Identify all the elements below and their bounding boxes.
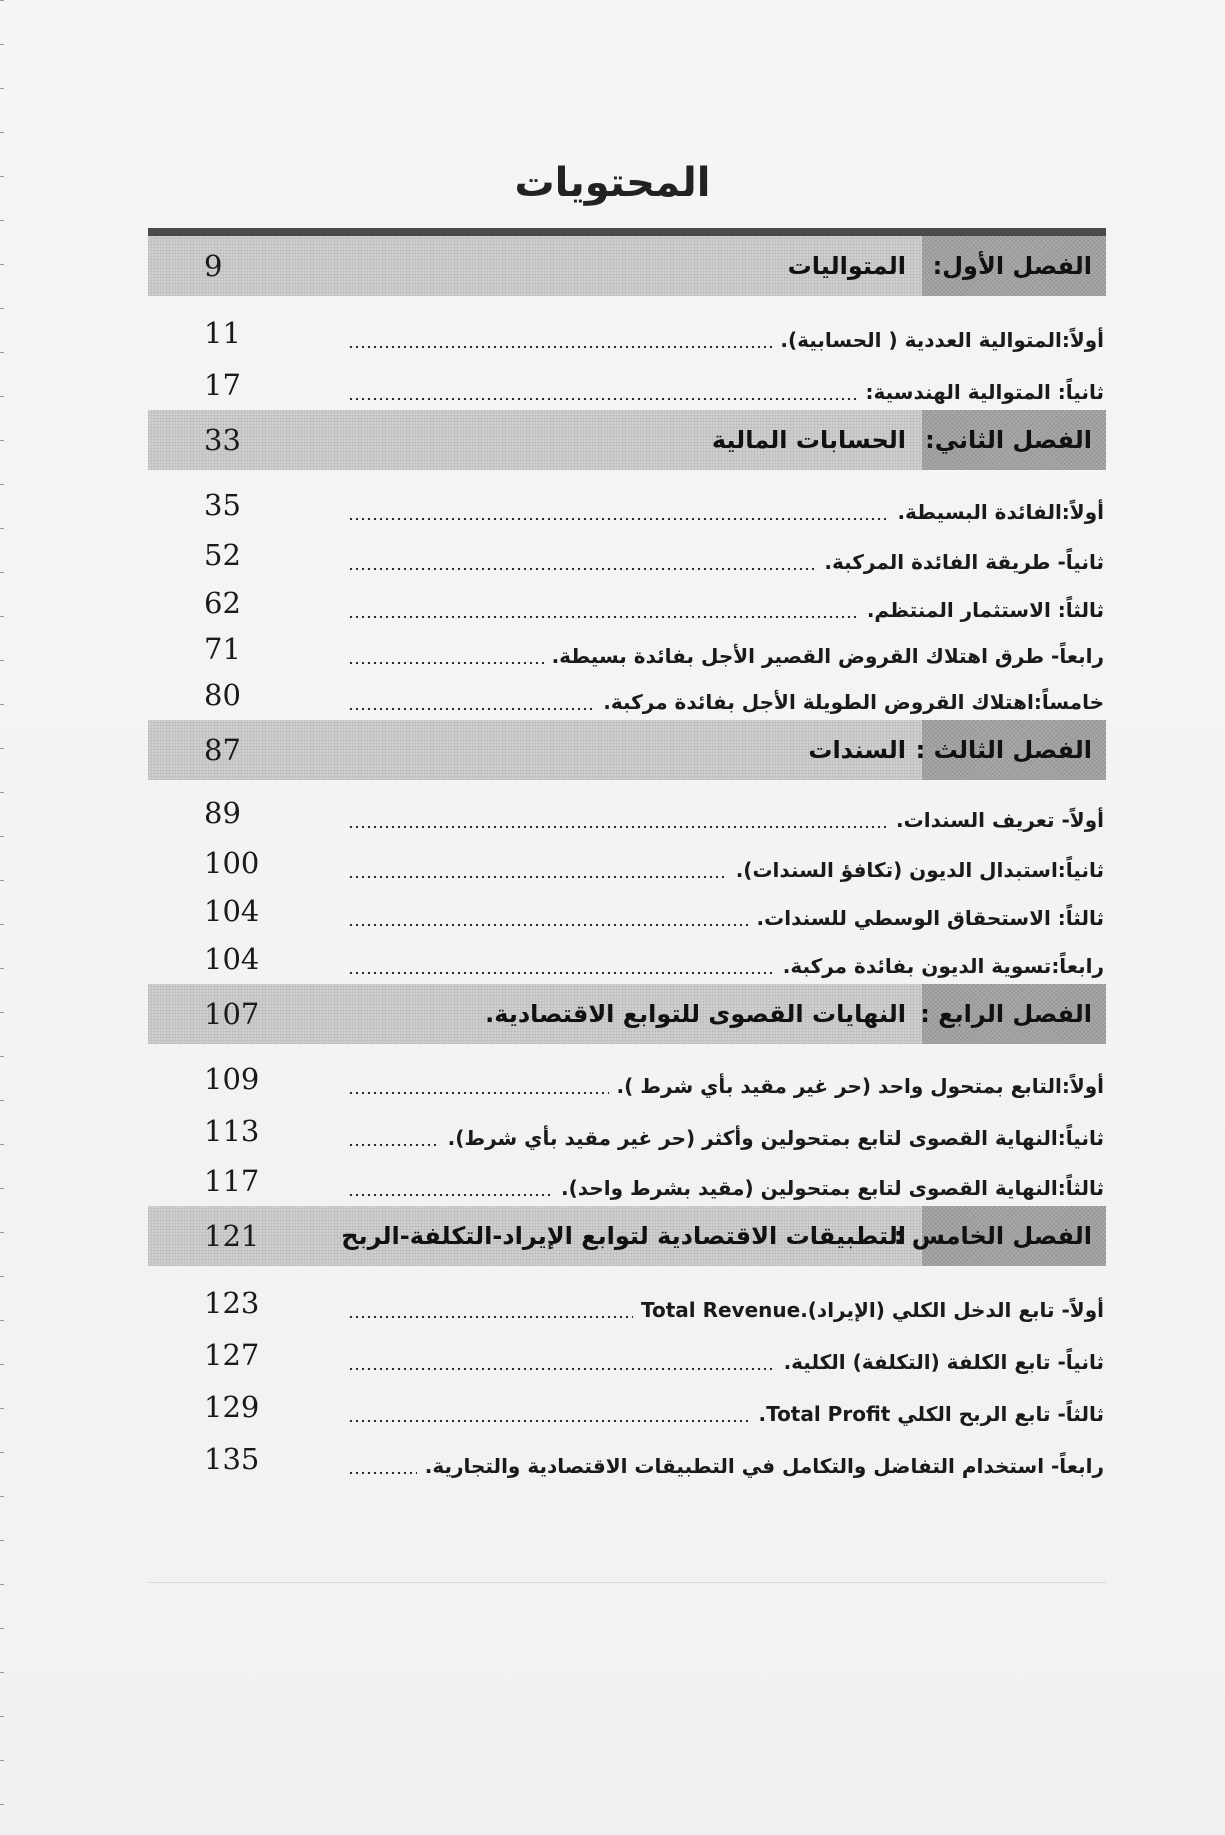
chapter-label: الفصل الرابع : (920, 1000, 1092, 1028)
entry-page-number: 117 (204, 1164, 260, 1198)
dot-leader (348, 398, 857, 400)
toc-entry-row (148, 838, 1106, 888)
toc-chapter-row (148, 720, 1106, 780)
table-of-contents (148, 228, 1106, 1580)
toc-chapter-row (148, 984, 1106, 1044)
entry-page-number: 80 (204, 678, 241, 712)
dot-leader (348, 518, 889, 520)
toc-entry-row (148, 780, 1106, 838)
toc-bottom-rule (148, 1582, 1106, 1583)
entry-title: أولاً- تابع الدخل الكلي (الإيراد).Total Revenue (640, 1298, 1104, 1322)
entry-title: أولاً:المتوالية العددية ( الحسابية). (780, 328, 1104, 352)
chapter-page-number: 33 (204, 423, 241, 457)
toc-entry-row (148, 296, 1106, 358)
dot-leader (348, 1194, 553, 1196)
entry-page-number: 35 (204, 488, 241, 522)
entry-page-number: 104 (204, 942, 260, 976)
entry-title: ثانياً- تابع الكلفة (التكلفة) الكلية. (783, 1350, 1104, 1374)
entry-page-number: 113 (204, 1114, 260, 1148)
entry-title: أولاً:التابع بمتحول واحد (حر غير مقيد بأي شرط ). (616, 1074, 1104, 1098)
dot-leader (348, 972, 775, 974)
entry-title: خامساً:اهتلاك القروض الطويلة الأجل بفائدة مركبة. (603, 690, 1104, 714)
dot-leader (348, 876, 728, 878)
entry-page-number: 127 (204, 1338, 260, 1372)
chapter-page-number: 107 (204, 997, 260, 1031)
entry-page-number: 123 (204, 1286, 260, 1320)
chapter-title: التطبيقات الاقتصادية لتوابع الإيراد-التكلفة-الربح (341, 1222, 906, 1250)
toc-entry-row (148, 470, 1106, 530)
entry-page-number: 129 (204, 1390, 260, 1424)
dot-leader (348, 924, 749, 926)
entry-page-number: 62 (204, 586, 241, 620)
entry-title: ثالثاً: الاستحقاق الوسطي للسندات. (756, 906, 1104, 930)
entry-title: ثالثاً: الاستثمار المنتظم. (866, 598, 1104, 622)
chapter-label: الفصل الأول: (932, 252, 1092, 280)
dot-leader (348, 1420, 750, 1422)
toc-entry-row (148, 580, 1106, 628)
toc-entry-row (148, 530, 1106, 580)
toc-entry-row (148, 936, 1106, 984)
entry-title: رابعاً:تسوية الديون بفائدة مركبة. (782, 954, 1104, 978)
chapter-title: السندات (808, 736, 906, 764)
entry-title: رابعاً- استخدام التفاضل والتكامل في التطبيقات الاقتصادية والتجارية. (424, 1454, 1104, 1478)
entry-title: ثانياً- طريقة الفائدة المركبة. (824, 550, 1104, 574)
toc-entry-row (148, 1156, 1106, 1206)
dot-leader (348, 568, 816, 570)
entry-page-number: 109 (204, 1062, 260, 1096)
dot-leader (348, 1472, 417, 1474)
chapter-label: الفصل الخامس : (893, 1222, 1092, 1250)
toc-entry-row (148, 1266, 1106, 1328)
entry-title: أولاً- تعريف السندات. (896, 808, 1104, 832)
page-title: المحتويات (514, 160, 711, 206)
dot-leader (348, 616, 859, 618)
toc-entry-row (148, 1104, 1106, 1156)
entry-page-number: 104 (204, 894, 260, 928)
dot-leader (348, 346, 772, 348)
dot-leader (348, 662, 544, 664)
chapter-label-box (922, 410, 1106, 470)
entry-title: أولاً:الفائدة البسيطة. (897, 500, 1104, 524)
dot-leader (348, 1144, 440, 1146)
dot-leader (348, 1316, 633, 1318)
toc-entry-row (148, 358, 1106, 410)
entry-page-number: 52 (204, 538, 241, 572)
chapter-page-number: 9 (204, 249, 223, 283)
entry-title: ثانياً:استبدال الديون (تكافؤ السندات). (735, 858, 1104, 882)
toc-entry-row (148, 1380, 1106, 1432)
dot-leader (348, 826, 888, 828)
entry-page-number: 89 (204, 796, 241, 830)
entry-page-number: 135 (204, 1442, 260, 1476)
toc-entry-row (148, 628, 1106, 674)
chapter-label-box (922, 236, 1106, 296)
chapter-label-box (922, 984, 1106, 1044)
chapter-label: الفصل الثالث : (915, 736, 1092, 764)
chapter-page-number: 87 (204, 733, 241, 767)
toc-entry-row (148, 1044, 1106, 1104)
entry-title: ثالثاً:النهاية القصوى لتابع بمتحولين (مقيد بشرط واحد). (561, 1176, 1104, 1200)
chapter-title: الحسابات المالية (711, 426, 906, 454)
toc-chapter-row (148, 410, 1106, 470)
entry-page-number: 100 (204, 846, 260, 880)
entry-title: رابعاً- طرق اهتلاك القروض القصير الأجل بفائدة بسيطة. (551, 644, 1104, 668)
chapter-page-number: 121 (204, 1219, 260, 1253)
toc-entry-row (148, 888, 1106, 936)
entry-title: ثانياً:النهاية القصوى لتابع بمتحولين وأكثر (حر غير مقيد بأي شرط). (447, 1126, 1104, 1150)
dot-leader (348, 1368, 776, 1370)
entry-title: ثانياً: المتوالية الهندسية: (865, 380, 1104, 404)
entry-page-number: 71 (204, 632, 241, 666)
chapter-label-box (893, 1206, 1106, 1266)
chapter-title: النهايات القصوى للتوابع الاقتصادية. (485, 1000, 906, 1028)
entry-title: ثالثاً- تابع الربح الكلي Total Profit. (758, 1402, 1104, 1426)
chapter-title: المتواليات (787, 252, 906, 280)
dot-leader (348, 708, 595, 710)
toc-chapter-row (148, 236, 1106, 296)
chapter-label-box (915, 720, 1106, 780)
entry-page-number: 11 (204, 316, 241, 350)
toc-top-rule (148, 228, 1106, 236)
toc-entry-row (148, 1328, 1106, 1380)
toc-chapter-row (148, 1206, 1106, 1266)
toc-entry-row (148, 674, 1106, 720)
entry-page-number: 17 (204, 368, 241, 402)
dot-leader (348, 1092, 609, 1094)
toc-entry-row (148, 1432, 1106, 1484)
scan-margin-marks (0, 0, 4, 1835)
chapter-label: الفصل الثاني: (925, 426, 1092, 454)
